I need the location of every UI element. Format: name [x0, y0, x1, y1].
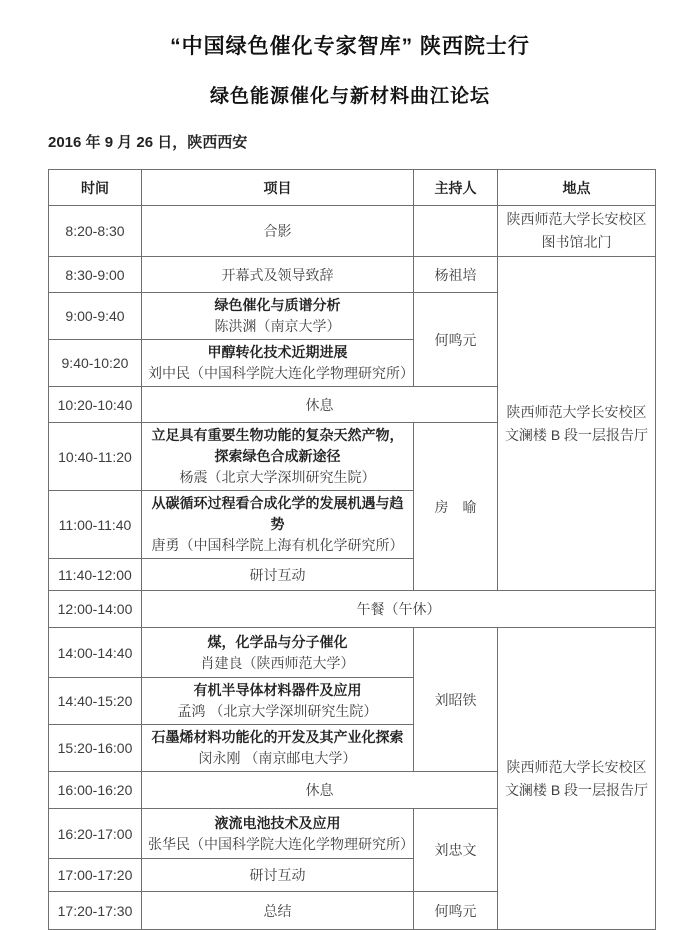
talk-title: 有机半导体材料器件及应用 [193, 682, 362, 698]
date-line: 2016 年 9 月 26 日，陕西西安 [48, 134, 248, 151]
location-cell-morning [498, 257, 656, 591]
time-cell: 12:00-14:00 [49, 591, 142, 628]
talk-speaker: 张华民（中国科学院大连化学物理研究所） [148, 835, 414, 852]
program-cell-break: 休息 [142, 387, 498, 423]
talk-speaker: 孟鸿 （北京大学深圳研究生院） [177, 703, 378, 719]
schedule-table [48, 169, 656, 930]
location-line: 陕西师范大学长安校区 [506, 758, 647, 775]
program-cell [142, 628, 414, 678]
program-cell: 总结 [142, 892, 414, 930]
talk-speaker: 陈洪渊（南京大学） [214, 318, 341, 334]
time-cell: 8:20-8:30 [49, 206, 142, 257]
talk-title: 从碳循环过程看合成化学的发展机遇与趋势 [151, 495, 404, 532]
talk-title: 石墨烯材料功能化的开发及其产业化探索 [151, 729, 404, 745]
location-line: 陕西师范大学长安校区 [506, 211, 647, 227]
time-cell: 11:40-12:00 [49, 559, 142, 591]
table-header-row [49, 170, 656, 206]
host-cell: 何鸣元 [414, 293, 498, 387]
location-line: 文澜楼 B 段一层报告厅 [504, 781, 649, 798]
time-cell: 11:00-11:40 [49, 491, 142, 559]
table-row [49, 628, 656, 678]
program-cell [142, 423, 414, 491]
header-time: 时间 [49, 170, 142, 206]
location-line: 图书馆北门 [541, 234, 612, 250]
table-row [49, 591, 656, 628]
program-cell: 开幕式及领导致辞 [142, 257, 414, 293]
talk-speaker: 杨震（北京大学深圳研究生院） [179, 469, 376, 485]
time-cell: 10:20-10:40 [49, 387, 142, 423]
table-row [49, 257, 656, 293]
talk-speaker: 闵永刚 （南京邮电大学） [198, 750, 357, 766]
program-cell [142, 340, 414, 387]
location-cell [498, 206, 656, 257]
table-row [49, 206, 656, 257]
talk-title: 甲醇转化技术近期进展 [207, 344, 348, 360]
page-subtitle: 绿色能源催化与新材料曲江论坛 [209, 86, 490, 107]
program-cell [142, 491, 414, 559]
host-cell: 房 喻 [414, 423, 498, 591]
time-cell: 17:20-17:30 [49, 892, 142, 930]
header-program: 项目 [142, 170, 414, 206]
program-cell [142, 293, 414, 340]
program-cell [142, 678, 414, 725]
time-cell: 9:40-10:20 [49, 340, 142, 387]
page-title: “中国绿色催化专家智库” 陕西院士行 [170, 35, 530, 58]
host-cell: 何鸣元 [414, 892, 498, 930]
time-cell: 8:30-9:00 [49, 257, 142, 293]
program-cell [142, 725, 414, 772]
talk-title: 煤，化学品与分子催化 [207, 633, 348, 650]
program-cell: 合影 [142, 206, 414, 257]
program-cell [142, 809, 414, 859]
time-cell: 16:00-16:20 [49, 772, 142, 809]
talk-title: 液流电池技术及应用 [214, 814, 341, 831]
time-cell: 9:00-9:40 [49, 293, 142, 340]
location-cell-afternoon [498, 628, 656, 930]
header-location: 地点 [498, 170, 656, 206]
talk-speaker: 唐勇（中国科学院上海有机化学研究所） [151, 537, 404, 553]
program-cell-lunch: 午餐（午休） [142, 591, 656, 628]
talk-title: 绿色催化与质谱分析 [214, 297, 341, 313]
time-cell: 10:40-11:20 [49, 423, 142, 491]
time-cell: 14:40-15:20 [49, 678, 142, 725]
time-cell: 15:20-16:00 [49, 725, 142, 772]
host-cell: 刘忠文 [414, 809, 498, 892]
location-line: 陕西师范大学长安校区 [506, 403, 647, 420]
talk-speaker: 刘中民（中国科学院大连化学物理研究所） [148, 365, 414, 381]
time-cell: 17:00-17:20 [49, 859, 142, 892]
talk-title-line: 探索绿色合成新途径 [214, 448, 341, 464]
host-cell [414, 206, 498, 257]
document-page [0, 30, 700, 930]
host-cell: 刘昭铁 [414, 628, 498, 772]
header-host: 主持人 [414, 170, 498, 206]
talk-speaker: 肖建良（陕西师范大学） [200, 654, 355, 671]
location-line: 文澜楼 B 段一层报告厅 [504, 426, 649, 443]
program-cell-break: 休息 [142, 772, 498, 809]
time-cell: 14:00-14:40 [49, 628, 142, 678]
host-cell: 杨祖培 [414, 257, 498, 293]
talk-title-line: 立足具有重要生物功能的复杂天然产物， [151, 427, 404, 443]
time-cell: 16:20-17:00 [49, 809, 142, 859]
program-cell: 研讨互动 [142, 859, 414, 892]
program-cell: 研讨互动 [142, 559, 414, 591]
